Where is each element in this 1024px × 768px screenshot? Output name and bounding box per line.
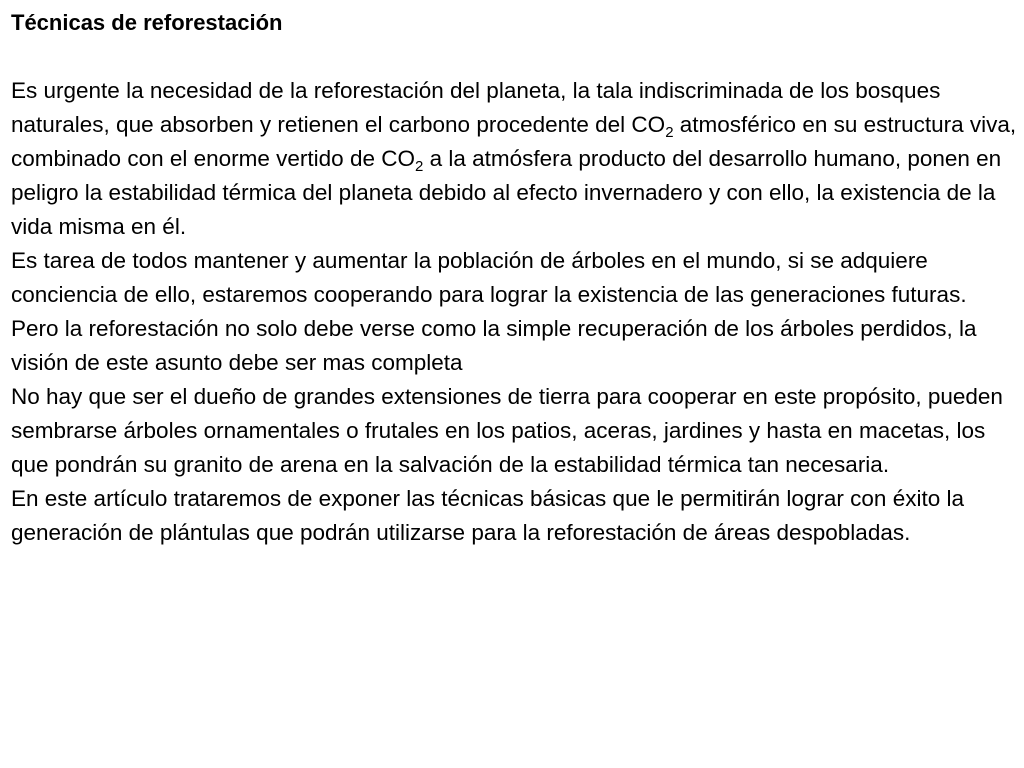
co2-subscript: 2: [665, 124, 674, 141]
paragraph-siembra: No hay que ser el dueño de grandes extensiones de tierra para cooperar en este propósito, pueden sembrarse árboles ornamentales o frutales en los patios, aceras, jardines y hasta en macetas, los que pondrán su granito de arena en la salvación de la estabilidad térmica tan necesaria.: [11, 384, 1003, 477]
document-title: Técnicas de reforestación: [11, 10, 283, 35]
paragraph-vision: Pero la reforestación no solo debe verse como la simple recuperación de los árboles perdidos, la visión de este asunto debe ser mas completa: [11, 316, 977, 375]
paragraph-tarea: Es tarea de todos mantener y aumentar la población de árboles en el mundo, si se adquiere conciencia de ello, estaremos cooperando para lograr la existencia de las generaciones futuras.: [11, 248, 967, 307]
paragraph-intro-text-3: a la atmósfera producto del desarrollo humano, ponen en peligro la estabilidad térmica del planeta debido al efecto invernadero y con ello, la existencia de la vida misma en él.: [11, 146, 1002, 239]
paragraph-intro-text-1: Es urgente la necesidad de la reforestación del planeta, la tala indiscriminada de los bosques naturales, que absorben y retienen el carbono procedente del CO: [11, 78, 941, 137]
co2-subscript: 2: [414, 158, 424, 175]
paragraph-intro: [11, 74, 1019, 244]
paragraph-intro-text-2: atmosférico en su estructura viva, combinado con el enorme vertido de CO: [11, 112, 1017, 171]
document-page: [11, 6, 1019, 550]
title-spacer: [11, 40, 1019, 74]
paragraph-articulo: En este artículo trataremos de exponer las técnicas básicas que le permitirán lograr con éxito la generación de plántulas que podrán utilizarse para la reforestación de áreas despobladas.: [11, 486, 964, 545]
